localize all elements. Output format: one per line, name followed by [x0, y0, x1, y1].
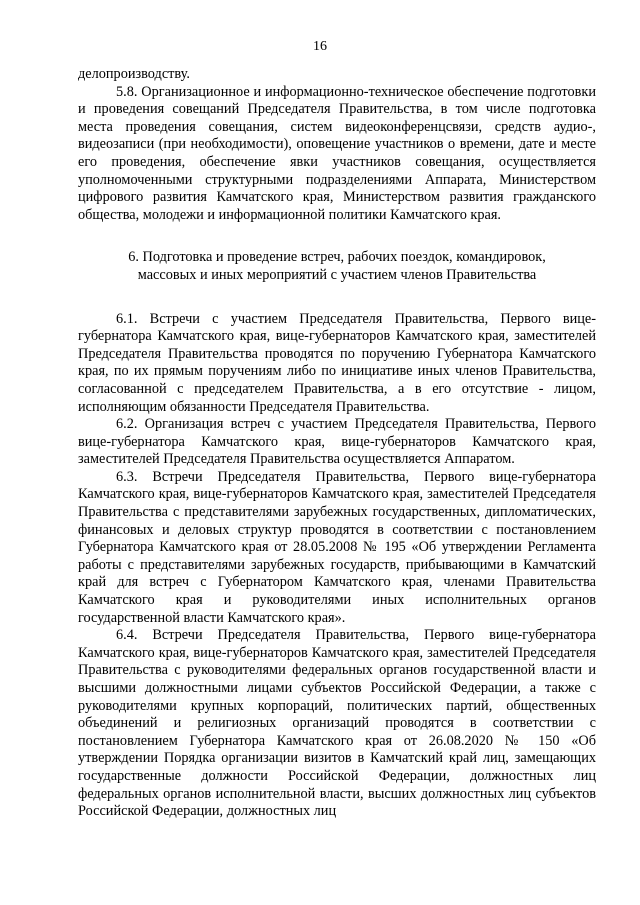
section-heading-line-1: 6. Подготовка и проведение встреч, рабочих поездок, командировок,	[128, 249, 546, 266]
paragraph-continuation: делопроизводству.	[78, 66, 190, 82]
paragraph-5-8: 5.8. Организационное и информационно-техническое обеспечение подготовки и проведения совещаний Председателя Правительства, в том числе подготовка места проведения совещания, систем видеоконференцсвязи, средств аудио-, видеозаписи (при необходимости), оповещение участников о времени, дате и месте его проведения, обеспечение явки участников совещания, осуществляется уполномоченными структурными подразделениями Аппарата, Министерством цифрового развития Камчатского края, Министерством развития гражданского общества, молодежи и информационной политики Камчатского края.	[78, 83, 596, 223]
section-heading-line-2: массовых и иных мероприятий с участием членов Правительства	[137, 266, 537, 283]
paragraph-6-4: 6.4. Встречи Председателя Правительства, Первого вице-губернатора Камчатского края, вице-губернаторов Камчатского края, заместителей Председателя Правительства с руководителями федеральных органов государственной власти и высшими должностными лицами субъектов Российской Федерации, а также с руководителями крупных корпораций, политических партий, общественных объединений и религиозных организаций проводятся в соответствии с постановлением Губернатора Камчатского края от 26.08.2020 № 150 «Об утверждении Порядка организации визитов в Камчатский край лиц, замещающих государственные должности Российской Федерации, должностных лиц федеральных органов исполнительной власти, высших должностных лиц субъектов Российской Федерации, должностных лиц	[78, 627, 596, 820]
page-number: 16	[313, 39, 327, 54]
paragraph-6-1: 6.1. Встречи с участием Председателя Правительства, Первого вице-губернатора Камчатского края, вице-губернаторов Камчатского края, заместителей Председателя Правительства проводятся по поручению Губернатора Камчатского края, по их прямым поручениям либо по инициативе иных членов Правительства, согласованной с председателем Правительства, а в его отсутствие - лицом, исполняющим обязанности Председателя Правительства.	[78, 310, 596, 415]
section-heading	[78, 249, 596, 284]
paragraph-6-2: 6.2. Организация встреч с участием Председателя Правительства, Первого вице-губернатора Камчатского края, вице-губернаторов Камчатского края, заместителей Председателя Правительства осуществляется Аппаратом.	[78, 416, 596, 468]
document-body	[78, 66, 596, 821]
paragraph-6-3: 6.3. Встречи Председателя Правительства, Первого вице-губернатора Камчатского края, вице-губернаторов Камчатского края, заместителей Председателя Правительства с представителями зарубежных государственных, дипломатических, финансовых и деловых структур проводятся в соответствии с постановлением Губернатора Камчатского края от 28.05.2008 № 195 «Об утверждении Регламента работы с представителями зарубежных государств, прибывающими в Камчатский край для встреч с Губернатором Камчатского края, членами Правительства Камчатского края и руководителями иных исполнительных органов государственной власти Камчатского края».	[78, 468, 596, 626]
